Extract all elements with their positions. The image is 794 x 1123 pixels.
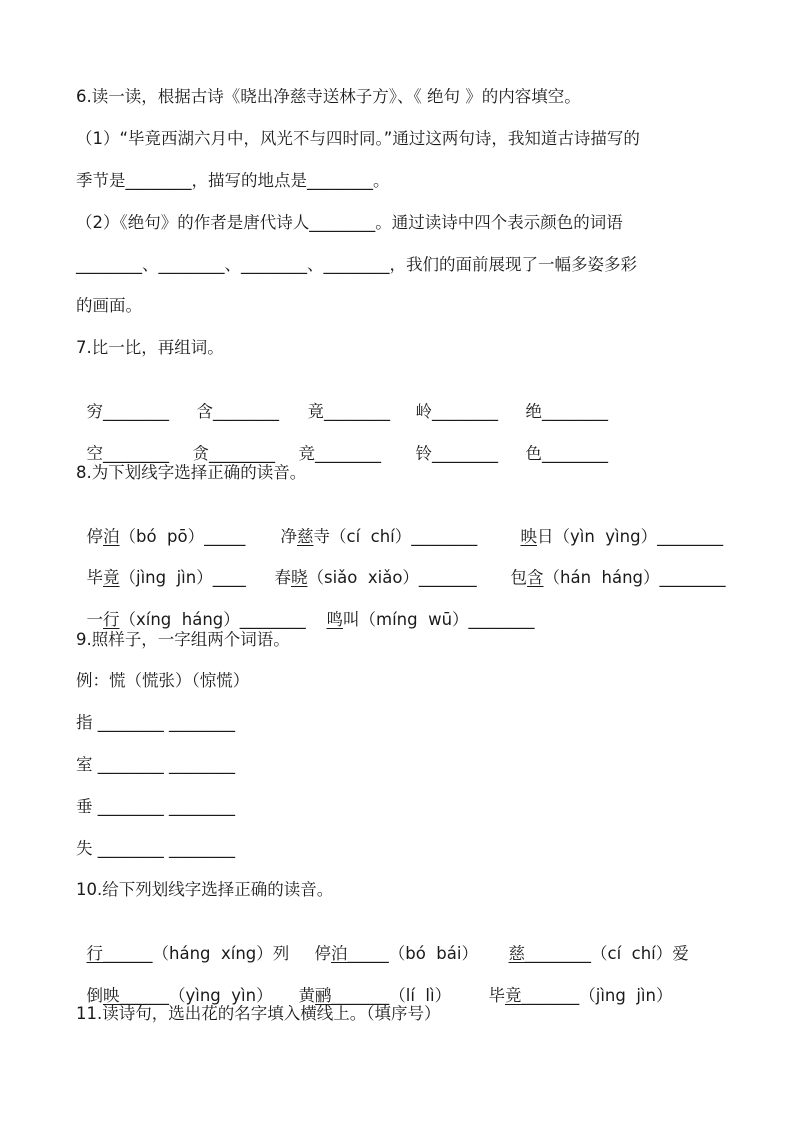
q8-row-3 — [76, 587, 535, 631]
q7-item: 空________ — [86, 444, 169, 463]
q7-title: 7.比一比，再组词。 — [76, 338, 224, 357]
q8-item: 毕竟（jìng jìn）____ — [86, 568, 246, 587]
q8-row-1 — [76, 504, 723, 548]
q8-item: 春晓（siǎo xiǎo）_______ — [274, 568, 477, 587]
q10-title: 10.给下列划线字选择正确的读音。 — [76, 880, 334, 899]
q8-row-2 — [76, 545, 726, 589]
q6-part2-line1: （2）《绝句》的作者是唐代诗人________。通过读诗中四个表示颜色的词语 — [76, 213, 623, 232]
q8-item: 映日（yìn yìng）________ — [520, 527, 724, 546]
q8-item: 停泊（bó pō）_____ — [86, 527, 246, 546]
q9-row: 室 ________ ________ — [76, 755, 235, 774]
q7-item: 色________ — [525, 444, 608, 463]
q10-item: 倒映______（yìng yìn） — [86, 986, 273, 1005]
q9-row: 垂 ________ ________ — [76, 797, 235, 816]
q6-part1-line1: （1）“毕竟西湖六月中，风光不与四时同。”通过这两句诗，我知道古诗描写的 — [76, 129, 640, 148]
q6-part1-line2: 季节是________，描写的地点是________。 — [76, 171, 390, 190]
q6-part2-line2: ________、________、________、________，我们的面前展现了一幅多姿多彩 — [76, 255, 637, 274]
q7-row-2 — [76, 421, 608, 465]
q8-item: 净慈寺（cí chí）________ — [280, 527, 478, 546]
q8-item: 包含（hán háng）________ — [510, 568, 726, 587]
q7-item: 贪________ — [192, 444, 275, 463]
q7-item: 岭________ — [415, 402, 498, 421]
q7-item: 竞________ — [298, 444, 381, 463]
q7-item: 含________ — [196, 402, 279, 421]
q7-item: 竟________ — [307, 402, 390, 421]
q11-title: 11.读诗句，选出花的名字填入横线上。（填序号） — [76, 1004, 441, 1023]
q9-title: 9.照样子，一字组两个词语。 — [76, 630, 290, 649]
q10-item: 停泊_____（bó bái） — [314, 944, 478, 963]
q7-item: 穷________ — [86, 402, 169, 421]
q9-example: 例：慌（慌张）（惊慌） — [76, 671, 250, 690]
q6-title: 6.读一读，根据古诗《晓出净慈寺送林子方》、《 绝句 》的内容填空。 — [76, 87, 581, 106]
q9-row: 指 ________ ________ — [76, 713, 235, 732]
q10-item: 慈________（cí chí）爱 — [508, 944, 689, 963]
q7-item: 绝________ — [525, 402, 608, 421]
q10-item: 黄鹂_______（lí lì） — [298, 986, 452, 1005]
q8-title: 8.为下划线字选择正确的读音。 — [76, 463, 307, 482]
q7-row-1 — [76, 379, 608, 423]
q7-item: 铃________ — [415, 444, 498, 463]
q6-part2-line3: 的画面。 — [76, 296, 142, 315]
q8-item: 一行（xíng háng）________ — [86, 610, 306, 629]
q8-item: 鸣叫（míng wū）________ — [326, 610, 535, 629]
q10-row-1 — [76, 921, 689, 965]
q10-item: 毕竟_______（jìng jìn） — [488, 986, 673, 1005]
q9-row: 失 ________ ________ — [76, 839, 235, 858]
q10-row-2 — [76, 963, 672, 1007]
q10-item: 行______（háng xíng）列 — [86, 944, 290, 963]
